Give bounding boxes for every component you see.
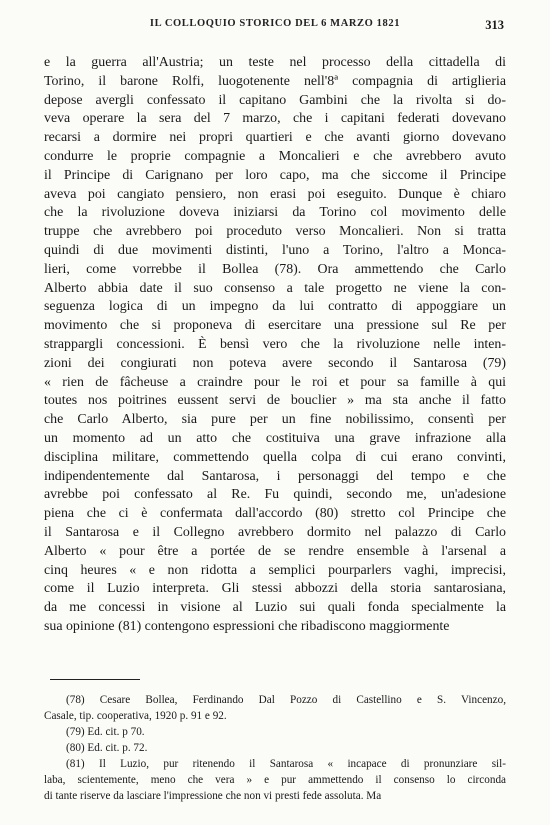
text-line: strappargli concessioni. È bensì vero che la rivoluzione nelle inten-	[44, 336, 506, 352]
text-line: zioni dei congiurati non poteva avere secondo il Santarosa (79)	[44, 355, 506, 371]
text-line: aveva poi cangiato pensiero, non erasi poi eseguito. Dunque è chiaro	[44, 186, 506, 202]
page-number: 313	[485, 18, 504, 32]
text-line: quindi di due movimenti distinti, l'uno a Torino, l'altro a Monca-	[44, 242, 506, 258]
text-line: truppe che avrebbero poi proceduto verso Moncalieri. Non si tratta	[44, 224, 506, 240]
text-line: piena che ci è confermata dall'accordo (80) stretto col Principe che	[44, 506, 506, 522]
footnote-line: (80) Ed. cit. p. 72.	[66, 741, 148, 754]
text-line: da me concessi in visione al Luzio sui quali fonda specialmente la	[44, 600, 506, 616]
running-head: IL COLLOQUIO STORICO DEL 6 MARZO 1821	[149, 18, 401, 29]
text-line: disciplina militare, commettendo quella colpa di cui erano convinti,	[44, 449, 506, 465]
text-line: come il Luzio interpreta. Gli stessi abbozzi della storia santarosiana,	[44, 581, 506, 597]
text-line: avrebbe poi confessato al Re. Fu quindi, secondo me, un'adesione	[44, 487, 506, 503]
text-line: movimento che si proponeva di esercitare una pressione sul Re per	[44, 318, 506, 334]
footnote-line: (78) Cesare Bollea, Ferdinando Dal Pozzo di Castellino e S. Vincenzo,	[66, 693, 506, 706]
text-line: il Santarosa e il Collegno avrebbero dormito nel palazzo di Carlo	[44, 524, 506, 540]
text-line: recarsi a dormire nei propri quartieri e che avanti giorno dovevano	[44, 130, 506, 146]
text-line: seguenza logica di un impegno da lui contratto di appoggiare un	[44, 299, 506, 315]
text-line: indipendentemente dal Santarosa, i personaggi del tempo e che	[44, 468, 506, 484]
text-line: un momento ad un atto che costituiva una grave infrazione alla	[44, 430, 506, 446]
text-line: e la guerra all'Austria; un teste nel processo della cittadella di	[44, 55, 506, 70]
text-line: « rien de fâcheuse a craindre pour le roi et pour sa famille à qui	[44, 374, 506, 390]
footnote-line: (79) Ed. cit. p 70.	[66, 725, 145, 738]
footnote-line: laba, scientemente, meno che vera » e pur ammettendo il consenso lo circonda	[44, 773, 506, 786]
text-line: Alberto abbia date il suo consenso a tale progetto ne viene la con-	[44, 280, 506, 296]
body-text	[44, 54, 506, 637]
footnotes	[44, 692, 506, 804]
text-line: toutes nos poitrines eussent servi de bouclier » ma sta anche il fatto	[44, 393, 506, 409]
text-line: il Principe di Carignano per loro capo, ma che siccome il Principe	[44, 167, 506, 183]
text-line: sua opinione (81) contengono espressioni che ribadiscono maggiormente	[44, 618, 450, 634]
text-line: depose avergli confessato il capitano Gambini che la rivolta si do-	[44, 92, 506, 108]
footnote-separator	[50, 679, 140, 680]
text-line: Alberto « pour être a portée de se rendre ensemble à l'arsenal a	[44, 543, 506, 559]
text-line: che Carlo Alberto, sia pure per un fine nobilissimo, consentì per	[44, 412, 506, 428]
page-header	[44, 18, 506, 40]
footnote-line: Casale, tip. cooperativa, 1920 p. 91 e 92.	[44, 709, 227, 722]
text-line: veva operare la sera del 7 marzo, che i capitani federati dovevano	[44, 111, 506, 127]
text-line: cinq heures « e non ridotta a semplici pourparlers vaghi, imprecisi,	[44, 562, 506, 578]
text-line: che la rivoluzione doveva iniziarsi da Torino col movimento delle	[44, 205, 506, 221]
text-line: condurre le proprie compagnie a Moncalieri e che avrebbero avuto	[44, 148, 506, 164]
footnote-line: di tante riserve da lasciare l'impressione che non vi presti fede assoluta. Ma	[44, 789, 382, 802]
text-line: lieri, come vorrebbe il Bollea (78). Ora ammettendo che Carlo	[44, 261, 506, 277]
footnote-line: (81) Il Luzio, pur ritenendo il Santarosa « incapace di pronunziare sil-	[66, 757, 506, 770]
text-line: Torino, il barone Rolfi, luogotenente nell'8ª compagnia di artiglieria	[44, 73, 506, 89]
